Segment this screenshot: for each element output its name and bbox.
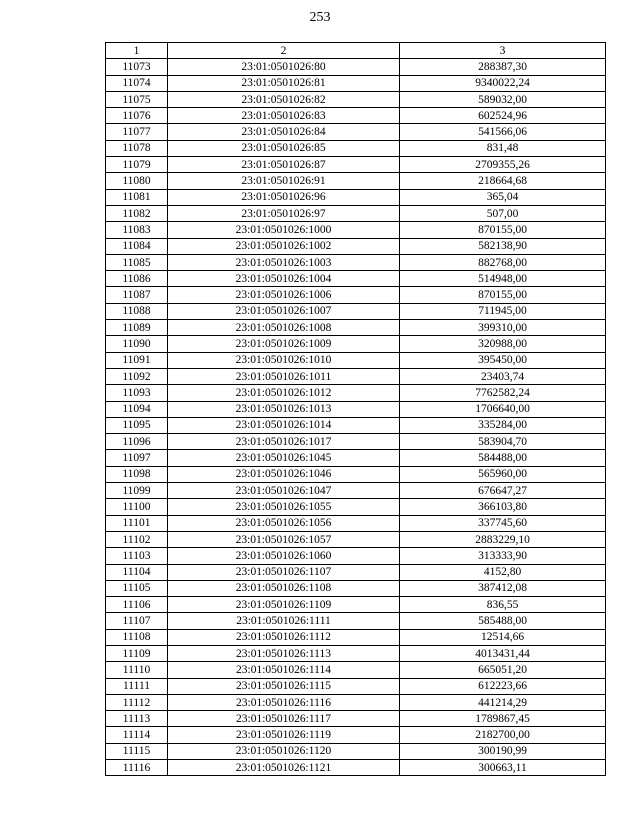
value-cell: 1789867,45 xyxy=(400,711,606,727)
table-row xyxy=(106,483,606,499)
cadastral-number-cell: 23:01:0501026:1012 xyxy=(168,385,400,401)
cadastral-number-cell: 23:01:0501026:1000 xyxy=(168,222,400,238)
cadastral-number-cell: 23:01:0501026:1002 xyxy=(168,238,400,254)
value-cell: 584488,00 xyxy=(400,450,606,466)
cadastral-number-cell: 23:01:0501026:1057 xyxy=(168,531,400,547)
row-number-cell: 11097 xyxy=(106,450,168,466)
table-row xyxy=(106,368,606,384)
value-cell: 23403,74 xyxy=(400,368,606,384)
value-cell: 1706640,00 xyxy=(400,401,606,417)
cadastral-number-cell: 23:01:0501026:82 xyxy=(168,91,400,107)
row-number-cell: 11086 xyxy=(106,271,168,287)
table-row xyxy=(106,385,606,401)
table-row xyxy=(106,760,606,776)
table-row xyxy=(106,238,606,254)
table-row xyxy=(106,629,606,645)
value-cell: 870155,00 xyxy=(400,287,606,303)
cadastral-number-cell: 23:01:0501026:1045 xyxy=(168,450,400,466)
table-row xyxy=(106,548,606,564)
value-cell: 9340022,24 xyxy=(400,75,606,91)
cadastral-number-cell: 23:01:0501026:91 xyxy=(168,173,400,189)
row-number-cell: 11106 xyxy=(106,597,168,613)
table-row xyxy=(106,727,606,743)
column-header-3: 3 xyxy=(400,43,606,59)
cadastral-number-cell: 23:01:0501026:1046 xyxy=(168,466,400,482)
cadastral-number-cell: 23:01:0501026:1006 xyxy=(168,287,400,303)
value-cell: 288387,30 xyxy=(400,59,606,75)
value-cell: 870155,00 xyxy=(400,222,606,238)
value-cell: 313333,90 xyxy=(400,548,606,564)
value-cell: 2709355,26 xyxy=(400,157,606,173)
cadastral-number-cell: 23:01:0501026:80 xyxy=(168,59,400,75)
cadastral-number-cell: 23:01:0501026:1108 xyxy=(168,580,400,596)
value-cell: 7762582,24 xyxy=(400,385,606,401)
row-number-cell: 11090 xyxy=(106,336,168,352)
table-row xyxy=(106,694,606,710)
value-cell: 541566,06 xyxy=(400,124,606,140)
row-number-cell: 11110 xyxy=(106,662,168,678)
value-cell: 399310,00 xyxy=(400,320,606,336)
table-row xyxy=(106,189,606,205)
table-row xyxy=(106,91,606,107)
table-row xyxy=(106,743,606,759)
table-row xyxy=(106,711,606,727)
cadastral-number-cell: 23:01:0501026:1055 xyxy=(168,499,400,515)
row-number-cell: 11102 xyxy=(106,531,168,547)
column-header-1: 1 xyxy=(106,43,168,59)
cadastral-number-cell: 23:01:0501026:1060 xyxy=(168,548,400,564)
row-number-cell: 11081 xyxy=(106,189,168,205)
value-cell: 320988,00 xyxy=(400,336,606,352)
table-row xyxy=(106,515,606,531)
value-cell: 2883229,10 xyxy=(400,531,606,547)
cadastral-number-cell: 23:01:0501026:1114 xyxy=(168,662,400,678)
row-number-cell: 11113 xyxy=(106,711,168,727)
table-row xyxy=(106,336,606,352)
row-number-cell: 11111 xyxy=(106,678,168,694)
value-cell: 585488,00 xyxy=(400,613,606,629)
value-cell: 335284,00 xyxy=(400,417,606,433)
row-number-cell: 11089 xyxy=(106,320,168,336)
row-number-cell: 11105 xyxy=(106,580,168,596)
cadastral-number-cell: 23:01:0501026:1007 xyxy=(168,303,400,319)
page-number: 253 xyxy=(309,10,331,25)
cadastral-number-cell: 23:01:0501026:1119 xyxy=(168,727,400,743)
cadastral-number-cell: 23:01:0501026:1109 xyxy=(168,597,400,613)
cadastral-number-cell: 23:01:0501026:1113 xyxy=(168,645,400,661)
value-cell: 300663,11 xyxy=(400,760,606,776)
row-number-cell: 11099 xyxy=(106,483,168,499)
value-cell: 12514,66 xyxy=(400,629,606,645)
row-number-cell: 11093 xyxy=(106,385,168,401)
table-row xyxy=(106,678,606,694)
cadastral-number-cell: 23:01:0501026:1107 xyxy=(168,564,400,580)
table-row xyxy=(106,157,606,173)
row-number-cell: 11116 xyxy=(106,760,168,776)
row-number-cell: 11074 xyxy=(106,75,168,91)
row-number-cell: 11109 xyxy=(106,645,168,661)
value-cell: 582138,90 xyxy=(400,238,606,254)
table-row xyxy=(106,450,606,466)
value-cell: 565960,00 xyxy=(400,466,606,482)
row-number-cell: 11108 xyxy=(106,629,168,645)
cadastral-number-cell: 23:01:0501026:97 xyxy=(168,205,400,221)
cadastral-number-cell: 23:01:0501026:1111 xyxy=(168,613,400,629)
cadastral-number-cell: 23:01:0501026:1112 xyxy=(168,629,400,645)
cadastral-number-cell: 23:01:0501026:1120 xyxy=(168,743,400,759)
cadastral-number-cell: 23:01:0501026:1009 xyxy=(168,336,400,352)
table-row xyxy=(106,254,606,270)
value-cell: 365,04 xyxy=(400,189,606,205)
cadastral-number-cell: 23:01:0501026:1014 xyxy=(168,417,400,433)
cadastral-number-cell: 23:01:0501026:1011 xyxy=(168,368,400,384)
cadastral-number-cell: 23:01:0501026:84 xyxy=(168,124,400,140)
row-number-cell: 11103 xyxy=(106,548,168,564)
cadastral-number-cell: 23:01:0501026:1056 xyxy=(168,515,400,531)
row-number-cell: 11115 xyxy=(106,743,168,759)
cadastral-number-cell: 23:01:0501026:81 xyxy=(168,75,400,91)
table-body xyxy=(106,59,606,776)
value-cell: 337745,60 xyxy=(400,515,606,531)
table-row xyxy=(106,303,606,319)
row-number-cell: 11079 xyxy=(106,157,168,173)
table-row xyxy=(106,108,606,124)
row-number-cell: 11114 xyxy=(106,727,168,743)
table-row xyxy=(106,434,606,450)
cadastral-number-cell: 23:01:0501026:85 xyxy=(168,140,400,156)
table-row xyxy=(106,140,606,156)
table-row xyxy=(106,613,606,629)
cadastral-number-cell: 23:01:0501026:1121 xyxy=(168,760,400,776)
row-number-cell: 11088 xyxy=(106,303,168,319)
value-cell: 831,48 xyxy=(400,140,606,156)
cadastral-number-cell: 23:01:0501026:96 xyxy=(168,189,400,205)
cadastral-number-cell: 23:01:0501026:1017 xyxy=(168,434,400,450)
cadastral-number-cell: 23:01:0501026:1003 xyxy=(168,254,400,270)
row-number-cell: 11112 xyxy=(106,694,168,710)
cadastral-number-cell: 23:01:0501026:1013 xyxy=(168,401,400,417)
row-number-cell: 11104 xyxy=(106,564,168,580)
value-cell: 2182700,00 xyxy=(400,727,606,743)
value-cell: 300190,99 xyxy=(400,743,606,759)
value-cell: 366103,80 xyxy=(400,499,606,515)
row-number-cell: 11095 xyxy=(106,417,168,433)
cadastral-number-cell: 23:01:0501026:1115 xyxy=(168,678,400,694)
cadastral-number-cell: 23:01:0501026:87 xyxy=(168,157,400,173)
table-row xyxy=(106,531,606,547)
row-number-cell: 11080 xyxy=(106,173,168,189)
value-cell: 665051,20 xyxy=(400,662,606,678)
value-cell: 602524,96 xyxy=(400,108,606,124)
table-row xyxy=(106,205,606,221)
cadastral-number-cell: 23:01:0501026:1116 xyxy=(168,694,400,710)
row-number-cell: 11083 xyxy=(106,222,168,238)
row-number-cell: 11094 xyxy=(106,401,168,417)
table-row xyxy=(106,564,606,580)
row-number-cell: 11077 xyxy=(106,124,168,140)
table-row xyxy=(106,417,606,433)
table-row xyxy=(106,401,606,417)
value-cell: 387412,08 xyxy=(400,580,606,596)
row-number-cell: 11098 xyxy=(106,466,168,482)
row-number-cell: 11076 xyxy=(106,108,168,124)
cadastral-table xyxy=(105,42,606,776)
value-cell: 676647,27 xyxy=(400,483,606,499)
table-row xyxy=(106,222,606,238)
table-row xyxy=(106,580,606,596)
row-number-cell: 11078 xyxy=(106,140,168,156)
table-row xyxy=(106,645,606,661)
cadastral-number-cell: 23:01:0501026:1117 xyxy=(168,711,400,727)
table-row xyxy=(106,499,606,515)
value-cell: 589032,00 xyxy=(400,91,606,107)
row-number-cell: 11084 xyxy=(106,238,168,254)
row-number-cell: 11085 xyxy=(106,254,168,270)
row-number-cell: 11092 xyxy=(106,368,168,384)
table-row xyxy=(106,597,606,613)
table-row xyxy=(106,352,606,368)
row-number-cell: 11082 xyxy=(106,205,168,221)
table-row xyxy=(106,287,606,303)
value-cell: 395450,00 xyxy=(400,352,606,368)
value-cell: 583904,70 xyxy=(400,434,606,450)
value-cell: 711945,00 xyxy=(400,303,606,319)
row-number-cell: 11107 xyxy=(106,613,168,629)
cadastral-number-cell: 23:01:0501026:1047 xyxy=(168,483,400,499)
value-cell: 4013431,44 xyxy=(400,645,606,661)
table-row xyxy=(106,59,606,75)
row-number-cell: 11073 xyxy=(106,59,168,75)
value-cell: 836,55 xyxy=(400,597,606,613)
table-row xyxy=(106,173,606,189)
table-row xyxy=(106,320,606,336)
row-number-cell: 11091 xyxy=(106,352,168,368)
cadastral-number-cell: 23:01:0501026:83 xyxy=(168,108,400,124)
table-row xyxy=(106,124,606,140)
row-number-cell: 11075 xyxy=(106,91,168,107)
value-cell: 441214,29 xyxy=(400,694,606,710)
cadastral-number-cell: 23:01:0501026:1004 xyxy=(168,271,400,287)
row-number-cell: 11100 xyxy=(106,499,168,515)
value-cell: 218664,68 xyxy=(400,173,606,189)
row-number-cell: 11096 xyxy=(106,434,168,450)
table-row xyxy=(106,662,606,678)
value-cell: 514948,00 xyxy=(400,271,606,287)
value-cell: 4152,80 xyxy=(400,564,606,580)
cadastral-number-cell: 23:01:0501026:1008 xyxy=(168,320,400,336)
table-header-row xyxy=(106,43,606,59)
value-cell: 882768,00 xyxy=(400,254,606,270)
row-number-cell: 11101 xyxy=(106,515,168,531)
value-cell: 612223,66 xyxy=(400,678,606,694)
table-row xyxy=(106,466,606,482)
table-row xyxy=(106,75,606,91)
table-row xyxy=(106,271,606,287)
value-cell: 507,00 xyxy=(400,205,606,221)
cadastral-number-cell: 23:01:0501026:1010 xyxy=(168,352,400,368)
row-number-cell: 11087 xyxy=(106,287,168,303)
column-header-2: 2 xyxy=(168,43,400,59)
